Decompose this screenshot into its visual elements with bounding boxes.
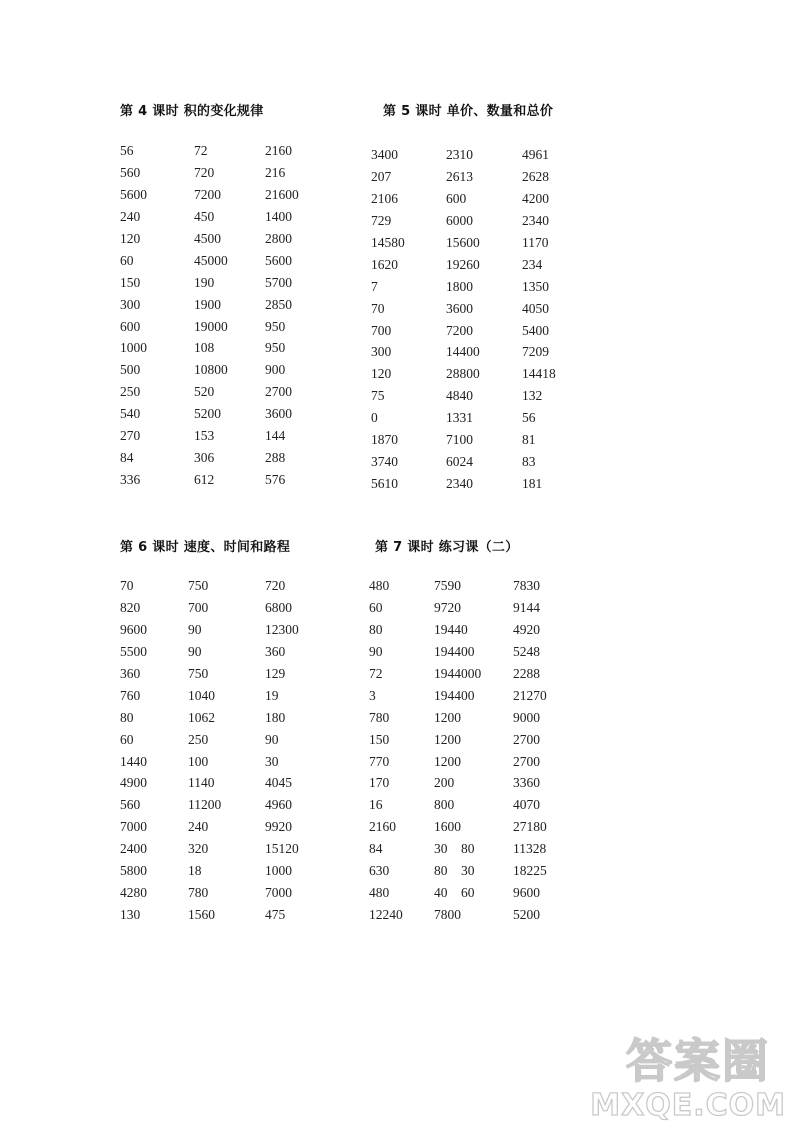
answer-value: 300 [120,296,141,312]
watermark-logo [590,1025,786,1125]
answer-value: 11328 [513,841,547,857]
answer-value: 7209 [522,344,549,360]
answer-value: 1200 [434,709,461,725]
answer-value: 60 [120,252,134,268]
answer-value: 300 [371,344,392,360]
answer-value: 7830 [513,578,540,593]
answer-value: 30 [265,753,279,769]
answer-value: 2700 [265,384,292,400]
answer-value: 9720 [434,599,461,615]
answer-value: 4200 [522,190,549,206]
answer-value: 1560 [188,907,215,923]
answer-value: 2700 [513,731,540,747]
answer-value: 11200 [188,797,222,813]
answer-value: 820 [120,599,141,615]
answer-value: 207 [371,168,392,184]
answer-value: 6024 [446,454,473,470]
answer-value: 760 [120,687,141,703]
answer-value: 2850 [265,296,292,312]
answer-value: 72 [369,665,383,681]
answer-value: 5200 [513,907,540,923]
answer-value: 900 [265,362,286,378]
answer-value: 770 [369,753,390,769]
answer-value: 4961 [522,147,549,162]
answer-value: 800 [434,797,455,813]
answer-value: 90 [369,643,383,659]
answer-value: 320 [188,841,209,857]
answer-value: 2340 [446,476,473,492]
answer-value: 21270 [513,687,547,703]
answer-value: 1900 [194,296,221,312]
answer-value: 3600 [265,406,292,422]
answer-value: 80 [369,621,383,637]
answer-value: 40 60 [434,885,475,901]
answer-value: 234 [522,256,543,272]
answer-value: 27180 [513,819,547,835]
answer-value: 360 [120,665,141,681]
answer-value: 19260 [446,256,480,272]
answer-value: 1062 [188,709,215,725]
answer-value: 480 [369,578,390,593]
answer-value: 56 [522,410,536,426]
answer-value: 288 [265,450,286,466]
answer-value: 1200 [434,753,461,769]
answer-value: 132 [522,388,543,404]
answer-value: 7 [371,278,378,294]
answer-value: 2160 [369,819,396,835]
answer-value: 950 [265,340,286,356]
answer-value: 90 [265,731,279,747]
answer-value: 2310 [446,147,473,162]
answer-value: 45000 [194,252,228,268]
answer-value: 12300 [265,621,299,637]
answer-value: 19000 [194,318,228,334]
answer-value: 780 [188,885,209,901]
answer-value: 630 [369,863,390,879]
answer-value: 1440 [120,753,147,769]
section-title: 第 5 课时 单价、数量和总价 [383,104,554,119]
answer-value: 216 [265,164,286,180]
answer-value: 2400 [120,841,147,857]
answer-value: 0 [371,410,378,426]
answer-value: 720 [265,578,286,593]
answer-value: 1000 [265,863,292,879]
answer-value: 10800 [194,362,228,378]
answer-value: 194400 [434,687,475,703]
answer-value: 21600 [265,186,299,202]
answer-value: 2700 [513,753,540,769]
answer-value: 2340 [522,212,549,228]
watermark-bottom-text: MXQE.COM [590,1088,786,1123]
answer-value: 4920 [513,621,540,637]
answer-value: 560 [120,164,141,180]
answer-value: 60 [120,731,134,747]
watermark-top-text: 答案圈 [626,1034,770,1088]
answer-value: 600 [446,190,467,206]
answer-value: 9144 [513,599,540,615]
answer-value: 240 [188,819,209,835]
answer-value: 4900 [120,775,147,791]
answer-value: 170 [369,775,390,791]
answer-value: 700 [371,322,392,338]
answer-value: 2613 [446,168,473,184]
answer-value: 60 [369,599,383,615]
answer-value: 5600 [120,186,147,202]
answer-value: 250 [120,384,141,400]
answer-value: 144 [265,428,286,444]
answer-value: 576 [265,472,286,488]
answer-value: 1040 [188,687,215,703]
answer-value: 5600 [265,252,292,268]
answer-value: 7200 [446,322,473,338]
answer-value: 306 [194,450,215,466]
answer-value: 5610 [371,476,398,492]
answer-value: 1944000 [434,665,482,681]
answer-value: 129 [265,665,286,681]
answer-value: 180 [265,709,286,725]
answer-value: 7000 [120,819,147,835]
answer-value: 3400 [371,147,398,162]
answer-value: 2800 [265,230,292,246]
answer-value: 5700 [265,274,292,290]
answer-value: 336 [120,472,141,488]
answer-value: 28800 [446,366,480,382]
answer-value: 1400 [265,208,292,224]
answer-value: 270 [120,428,141,444]
answer-value: 75 [371,388,385,404]
answer-value: 1200 [434,731,461,747]
answer-value: 4070 [513,797,540,813]
answer-value: 84 [120,450,134,466]
answer-value: 70 [120,578,134,593]
answer-value: 80 30 [434,863,475,879]
answer-value: 18225 [513,863,547,879]
answer-value: 7800 [434,907,461,923]
answer-value: 84 [369,841,383,857]
answer-value: 30 80 [434,841,475,857]
answer-value: 19 [265,687,279,703]
answer-value: 83 [522,454,536,470]
answer-value: 4050 [522,300,549,316]
answer-value: 780 [369,709,390,725]
answer-value: 70 [371,300,385,316]
answer-value: 200 [434,775,455,791]
answer-value: 6800 [265,599,292,615]
answer-value: 2106 [371,190,398,206]
answer-value: 2628 [522,168,549,184]
answer-value: 4280 [120,885,147,901]
answer-value: 4045 [265,775,292,791]
answer-value: 5800 [120,863,147,879]
answer-value: 120 [120,230,141,246]
answer-value: 250 [188,731,209,747]
answer-value: 56 [120,143,134,158]
answer-value: 130 [120,907,141,923]
answer-value: 190 [194,274,215,290]
answer-value: 600 [120,318,141,334]
answer-value: 90 [188,643,202,659]
answer-value: 12240 [369,907,403,923]
answer-value: 612 [194,472,215,488]
answer-value: 7100 [446,432,473,448]
answer-value: 1350 [522,278,549,294]
answer-value: 540 [120,406,141,422]
answer-value: 500 [120,362,141,378]
answer-value: 560 [120,797,141,813]
answer-value: 1000 [120,340,147,356]
answer-value: 475 [265,907,286,923]
answer-value: 750 [188,578,209,593]
answer-value: 80 [120,709,134,725]
answer-value: 9000 [513,709,540,725]
answer-value: 700 [188,599,209,615]
answer-value: 1600 [434,819,461,835]
answer-value: 7200 [194,186,221,202]
answer-value: 1870 [371,432,398,448]
section-title: 第 6 课时 速度、时间和路程 [120,540,291,555]
answer-value: 120 [371,366,392,382]
answer-value: 90 [188,621,202,637]
answer-value: 15600 [446,234,480,250]
answer-value: 15120 [265,841,299,857]
answer-value: 150 [120,274,141,290]
answer-value: 3360 [513,775,540,791]
answer-value: 3 [369,687,376,703]
answer-value: 14418 [522,366,556,382]
answer-value: 1800 [446,278,473,294]
answer-value: 7000 [265,885,292,901]
answer-value: 9600 [513,885,540,901]
answer-value: 4840 [446,388,473,404]
answer-value: 4960 [265,797,292,813]
answer-value: 5200 [194,406,221,422]
answer-value: 108 [194,340,215,356]
answer-value: 72 [194,143,208,158]
answer-value: 7590 [434,578,461,593]
answer-value: 240 [120,208,141,224]
section-title: 第 7 课时 练习课（二） [375,540,519,555]
answer-value: 1620 [371,256,398,272]
answer-value: 18 [188,863,202,879]
answer-value: 480 [369,885,390,901]
answer-value: 750 [188,665,209,681]
answer-value: 5500 [120,643,147,659]
answer-value: 5400 [522,322,549,338]
answer-value: 19440 [434,621,468,637]
answer-value: 1170 [522,234,549,250]
answer-value: 2160 [265,143,292,158]
answer-value: 1331 [446,410,473,426]
answer-value: 3600 [446,300,473,316]
answer-value: 194400 [434,643,475,659]
answer-value: 6000 [446,212,473,228]
answer-value: 153 [194,428,215,444]
answer-value: 729 [371,212,392,228]
answer-value: 720 [194,164,215,180]
answer-value: 81 [522,432,536,448]
answer-value: 2288 [513,665,540,681]
answer-value: 14580 [371,234,405,250]
answer-value: 9600 [120,621,147,637]
answer-value: 5248 [513,643,540,659]
answer-value: 9920 [265,819,292,835]
answer-value: 3740 [371,454,398,470]
answer-value: 100 [188,753,209,769]
answer-value: 181 [522,476,543,492]
section-title: 第 4 课时 积的变化规律 [120,104,264,119]
answer-value: 14400 [446,344,480,360]
answer-value: 16 [369,797,383,813]
answer-value: 1140 [188,775,215,791]
answer-value: 950 [265,318,286,334]
answer-value: 150 [369,731,390,747]
answer-value: 360 [265,643,286,659]
answer-value: 520 [194,384,215,400]
answer-value: 4500 [194,230,221,246]
answer-value: 450 [194,208,215,224]
